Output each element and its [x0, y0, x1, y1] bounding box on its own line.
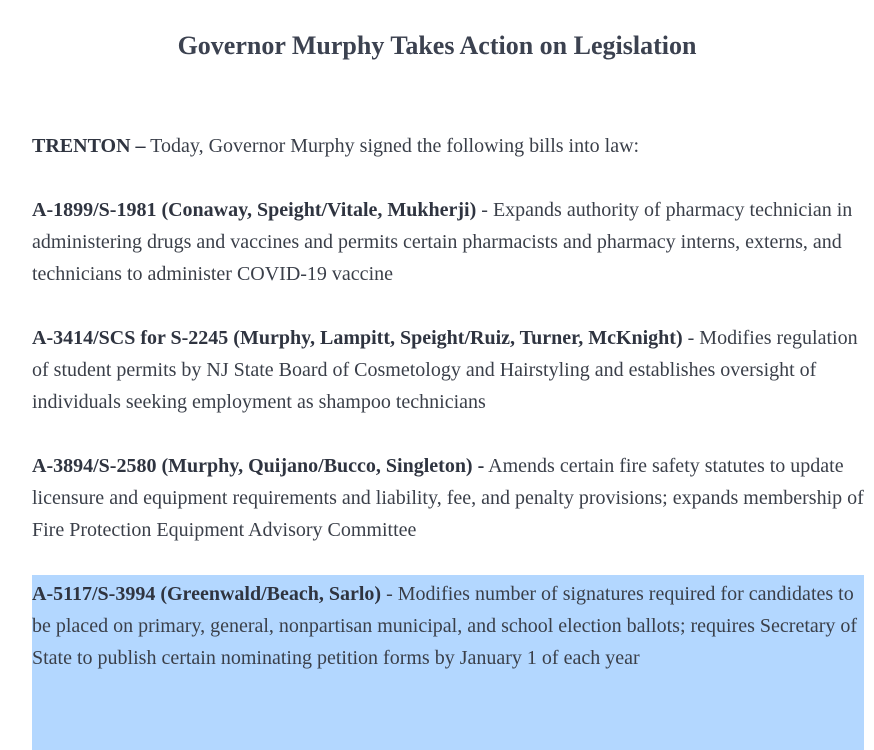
bill-entry [32, 450, 864, 546]
bill-description: Expands authority of pharmacy technician in administering drugs and vaccines and permits certain pharmacists and pharmacy interns, externs, and technicians to administer COVID-19 vaccine [32, 199, 853, 285]
bill-id: A-5117/S-3994 (Greenwald/Beach, Sarlo) [32, 583, 382, 605]
bill-id: A-3414/SCS for S-2245 (Murphy, Lampitt, Speight/Ruiz, Turner, McKnight) [32, 327, 683, 349]
bill-entry-selected[interactable] [32, 578, 864, 674]
bill-id: A-3894/S-2580 (Murphy, Quijano/Bucco, Singleton) - [32, 455, 485, 477]
intro-text: Today, Governor Murphy signed the following bills into law: [145, 135, 640, 157]
dateline: TRENTON – [32, 135, 146, 157]
bill-description: Amends certain fire safety statutes to update licensure and equipment requirements and liability, fee, and penalty provisions; expands membership of Fire Protection Equipment Advisory Committee [32, 455, 864, 541]
bill-entry [32, 322, 864, 418]
bill-description: Modifies number of signatures required for candidates to be placed on primary, general, nonpartisan municipal, and school election ballots; requires Secretary of State to publish certain nominating petition forms by January 1 of each year [32, 583, 858, 669]
bill-separator: - [476, 199, 493, 221]
intro-paragraph [32, 131, 864, 161]
bill-separator: - [381, 583, 398, 605]
bill-id: A-1899/S-1981 (Conaway, Speight/Vitale, Mukherji) [32, 199, 477, 221]
bill-description: Modifies regulation of student permits by NJ State Board of Cosmetology and Hairstyling and establishes oversight of individuals seeking employment as shampoo technicians [32, 327, 858, 413]
page-title: Governor Murphy Takes Action on Legislation [177, 31, 697, 60]
bill-entry [32, 194, 864, 290]
bill-separator: - [682, 327, 700, 349]
